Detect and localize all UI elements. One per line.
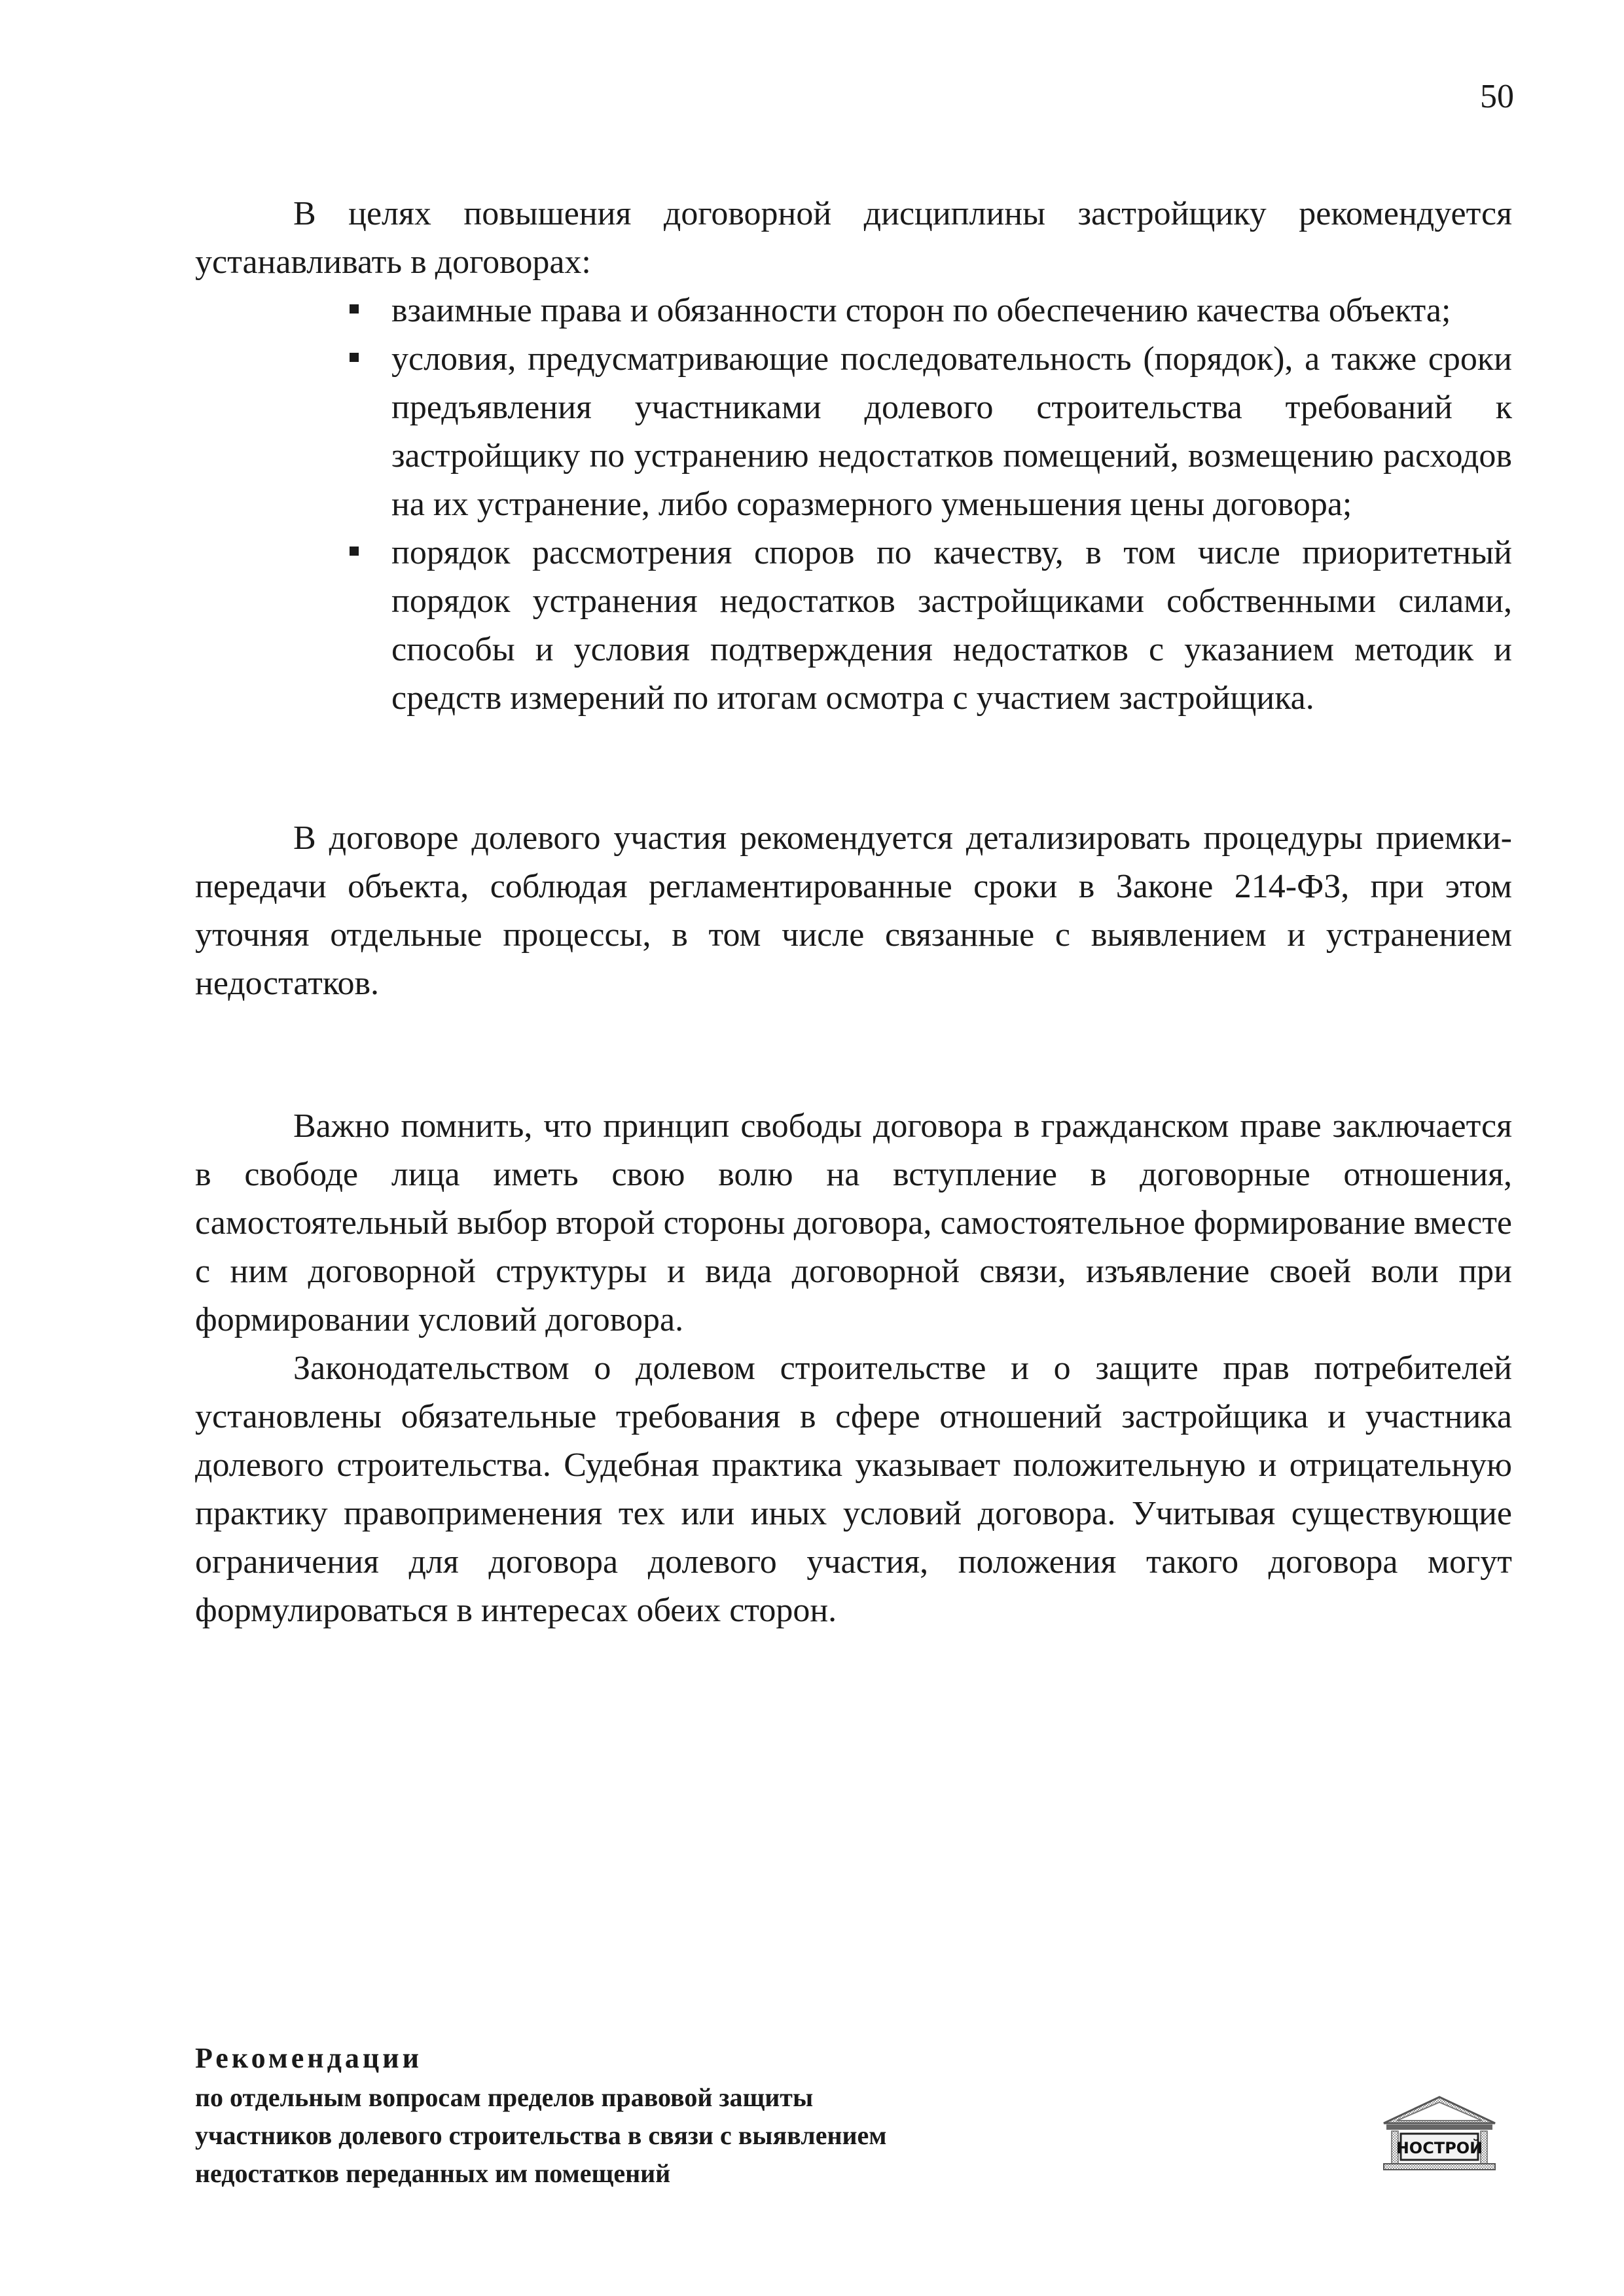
square-bullet-icon: [350, 304, 359, 314]
page-number: 50: [1480, 78, 1514, 115]
bullet-item: [391, 287, 1512, 335]
nostroy-logo-icon: [1377, 2094, 1502, 2173]
bullet-text: взаимные права и обязанности сторон по обеспечению качества объекта;: [391, 292, 1451, 329]
footer-subtitle-line: участников долевого строительства в связи с выявлением: [195, 2121, 887, 2150]
paragraph-intro: В целях повышения договорной дисциплины застройщику рекомендуется устанавливать в договорах:: [195, 195, 1512, 281]
paragraph-legislation: Законодательством о долевом строительстве и о защите прав потребителей установлены обязательные требования в сфере отношений застройщика и участника долевого строительства. Судебная практика указывает положительную и отрицательную практику правоприменения тех или иных условий договора. Учитывая существующие ограничения для договора долевого участия, положения такого договора могут формулироваться в интересах обеих сторон.: [195, 1350, 1512, 1629]
footer: [195, 2038, 1177, 2193]
square-bullet-icon: [350, 547, 359, 556]
logo-text: НОСТРОЙ: [1396, 2139, 1483, 2157]
bullet-text: условия, предусматривающие последовательность (порядок), а также сроки предъявления участниками долевого строительства требований к застройщику по устранению недостатков помещений, возмещению расходов на их устранение, либо соразмерного уменьшения цены договора;: [391, 340, 1512, 523]
footer-subtitle-line: по отдельным вопросам пределов правовой защиты: [195, 2083, 814, 2112]
footer-title: Рекомендации: [195, 2042, 422, 2074]
footer-subtitle-line: недостатков переданных им помещений: [195, 2159, 671, 2188]
bullet-text: порядок рассмотрения споров по качеству, в том числе приоритетный порядок устранения недостатков застройщиками собственными силами, способы и условия подтверждения недостатков с указанием методик и средств измерений по итогам осмотра с участием застройщика.: [391, 534, 1512, 717]
paragraph-freedom-of-contract: Важно помнить, что принцип свободы договора в гражданском праве заключается в свободе лица иметь свою волю на вступление в договорные отношения, самостоятельный выбор второй стороны договора, самостоятельное формирование вместе с ним договорной структуры и вида договорной связи, изъявление своей воли при формировании условий договора.: [195, 1107, 1512, 1338]
bullet-list: [195, 287, 1512, 723]
document-body: [195, 190, 1512, 1635]
bullet-item: [391, 335, 1512, 529]
square-bullet-icon: [350, 353, 359, 362]
bullet-item: [391, 529, 1512, 723]
paragraph-acceptance: В договоре долевого участия рекомендуется детализировать процедуры приемки-передачи объекта, соблюдая регламентированные сроки в Законе 214-ФЗ, при этом уточняя отдельные процессы, в том числе связанные с выявлением и устранением недостатков.: [195, 819, 1512, 1002]
